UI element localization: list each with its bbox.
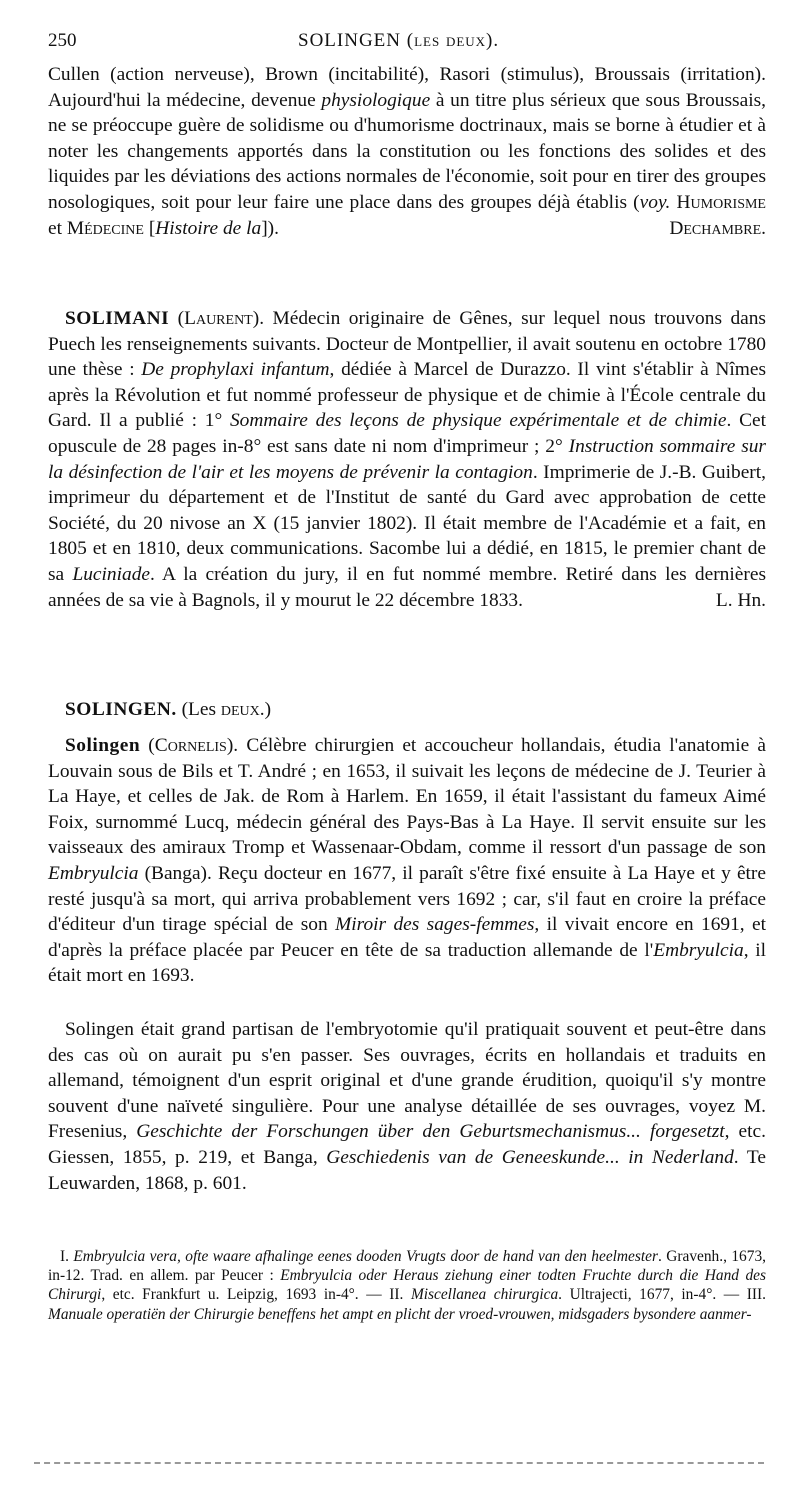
footnote: I. Embryulcia vera, ofte waare afhalinge eenes dooden Vrugts door de hand van den heelmester. Gravenh., 1673, in-12. Trad. en allem. par Peucer : Embryulcia oder Heraus ziehung einer todten Fruchte durch die Hand des Chirurgi, etc. Frankfurt u. Leipzig, 1693 in-4°. — II. Miscellanea chirurgica. Ultrajecti, 1677, in-4°. — III. Manuale operatiën der Chirurgie beneffens het ampt en plicht der vroed-vrouwen, midsgaders bysondere aanmer- [48, 1248, 767, 1323]
entry-first-name: Laurent [184, 308, 253, 329]
entry-first-name: Cornelis [154, 735, 227, 756]
running-head-title: SOLINGEN [298, 30, 401, 51]
author-signature: Dechambre. [669, 217, 766, 239]
previous-entry-paragraph: Cullen (action nerveuse), Brown (incitabilité), Rasori (stimulus), Broussais (irritation). Aujourd'hui la médecine, devenue physiologique à un titre plus sérieux que sous Broussais, ne se préoccupe guère de solidisme ou d'humorisme doctrinaux, mais se borne à étudier et à noter les changements apportés dans la constitution ou les fonctions des solides et des liquides par les déviations des actions normales de l'économie, soit pour en tirer des groupes nosologiques, soit pour leur faire une place dans des groupes déjà établis (voy. Humorisme et Médecine [Histoire de la]). Dechambre. [48, 62, 766, 241]
page-header [48, 30, 760, 60]
entry-solingen-second-paragraph [48, 1017, 766, 1196]
running-head-subtitle: (les deux). [406, 30, 500, 51]
previous-entry-continuation [48, 62, 766, 241]
author-signature: L. Hn. [715, 589, 766, 611]
entry-solingen-cornelis [48, 733, 766, 989]
entry-paragraph: SOLIMANI (Laurent). Médecin originaire de Gênes, sur lequel nous trouvons dans Puech les renseignements suivants. Docteur de Montpellier, il avait soutenu en octobre 1780 une thèse : De prophylaxi infantum, dédiée à Marcel de Durazzo. Il vint s'établir à Nîmes après la Révolution et fut nommé professeur de physique et de chimie à l'École centrale du Gard. Il a publié : 1° Sommaire des leçons de physique expérimentale et de chimie. Cet opuscule de 28 pages in-8° est sans date ni nom d'imprimeur ; 2° Instruction sommaire sur la désinfection de l'air et les moyens de prévenir la contagion. Imprimerie de J.-B. Guibert, imprimeur du département et de l'Institut de santé du Gard avec approbation de cette Société, du 20 nivose an X (15 janvier 1802). Il était membre de l'Académie et a fait, en 1805 et en 1810, deux communications. Sacombe lui a dédié, en 1815, le premier chant de sa Luciniade. A la création du jury, il en fut nommé membre. Retiré dans les dernières années de sa vie à Bagnols, il y mourut le 22 décembre 1833. L. Hn. [48, 306, 766, 613]
cross-reference: Humorisme [676, 191, 766, 213]
running-head [298, 30, 499, 52]
bottom-divider [34, 1462, 764, 1464]
cross-reference: Médecine [66, 217, 144, 239]
page-number: 250 [48, 30, 77, 51]
entry-solingen-heading: SOLINGEN. (Les deux.) [65, 699, 272, 720]
entry-heading: SOLINGEN. [65, 699, 177, 720]
footnotes [48, 1247, 766, 1324]
entry-paragraph: Solingen était grand partisan de l'embryotomie qu'il pratiquait souvent et peut-être dans des cas où on aurait pu s'en passer. Ses ouvrages, écrits en hollandais et traduits en allemand, témoignent d'un esprit original et d'une grande érudition, quoiqu'il s'y montre souvent d'une naïveté singulière. Pour une analyse détaillée de ses ouvrages, voyez M. Fresenius, Geschichte der Forschungen über den Geburtsmechanismus... forgesetzt, etc. Giessen, 1855, p. 219, et Banga, Geschiedenis van de Geneeskunde... in Nederland. Te Leuwarden, 1868, p. 601. [48, 1019, 766, 1194]
entry-heading: Solingen [65, 735, 141, 756]
entry-solimani [48, 306, 766, 613]
entry-paragraph: Solingen (Cornelis). Célèbre chirurgien et accoucheur hollandais, étudia l'anatomie à Louvain sous de Bils et T. André ; en 1653, il suivait les leçons de médecine de J. Teurier à La Haye, et celles de Jak. de Rom à Harlem. En 1659, il était l'assistant du fameux Aimé Foix, surnommé Lucq, médecin général des Pays-Bas à La Haye. Il servit ensuite sur les vaisseaux des amiraux Tromp et Wassenaar-Obdam, comme il ressort d'un passage de son Embryulcia (Banga). Reçu docteur en 1677, il paraît s'être fixé ensuite à La Haye et y être resté jusqu'à sa mort, qui arriva probablement vers 1692 ; car, s'il faut en croire la préface d'éditeur d'un tirage spécial de son Miroir des sages-femmes, il vivait encore en 1691, et d'après la préface placée par Peucer en tête de sa traduction allemande de l'Embryulcia, il était mort en 1693. [48, 735, 767, 987]
entry-heading: SOLIMANI [65, 308, 170, 329]
